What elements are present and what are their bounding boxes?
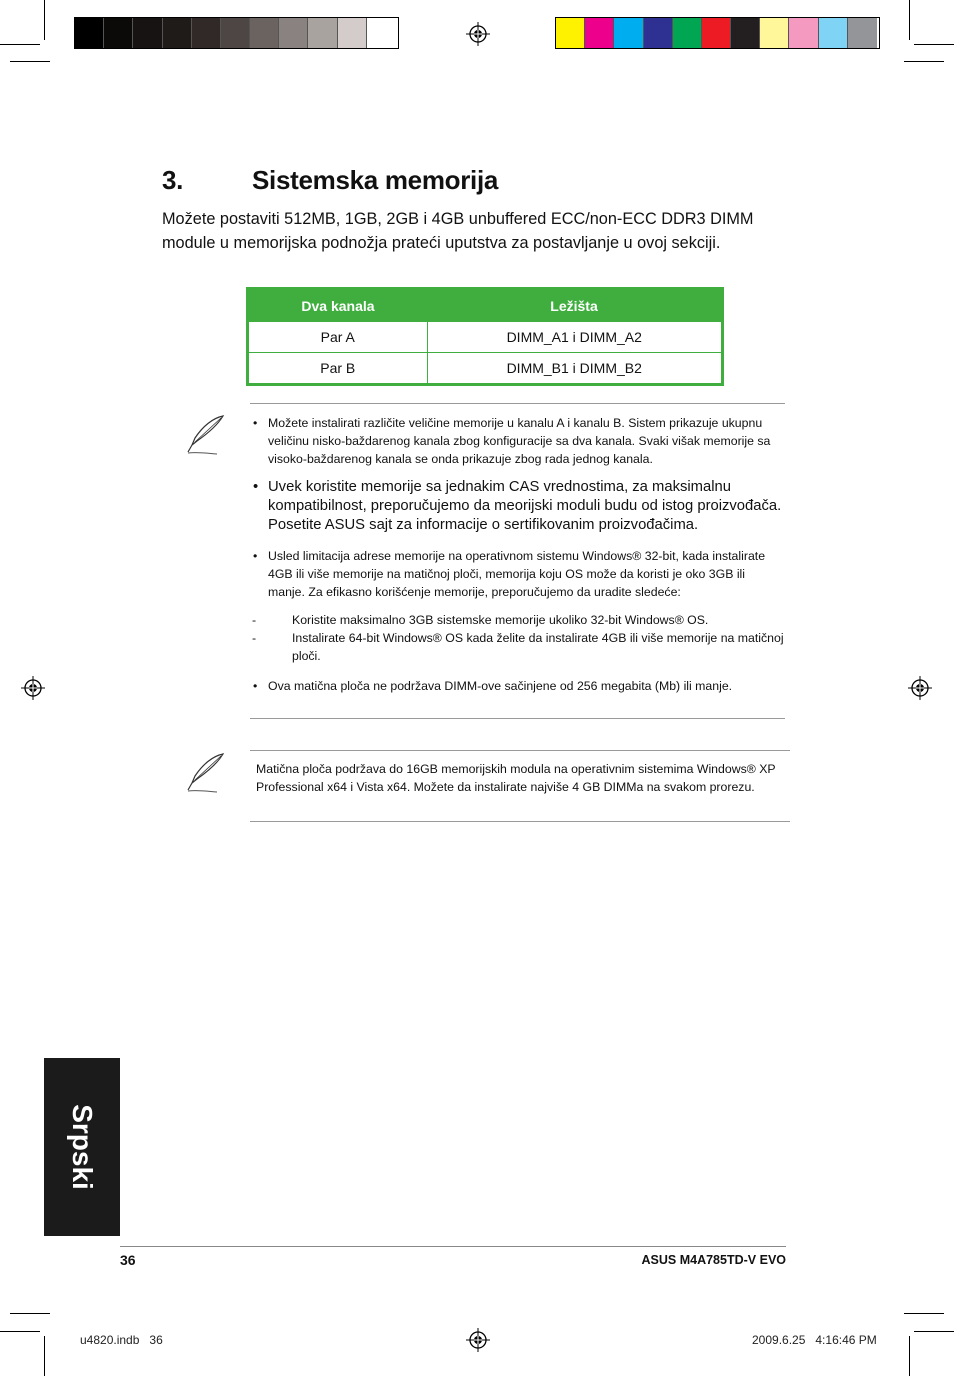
color-swatch <box>585 18 614 48</box>
trim-line <box>904 61 944 62</box>
table-cell: DIMM_A1 i DIMM_A2 <box>427 322 723 353</box>
language-tab <box>44 1058 120 1236</box>
color-swatch <box>789 18 818 48</box>
color-swatch <box>819 18 848 48</box>
crop-mark <box>914 44 954 45</box>
process-color-bar <box>555 17 880 49</box>
intro-paragraph: Možete postaviti 512MB, 1GB, 2GB i 4GB unbuffered ECC/non-ECC DDR3 DIMM module u memorijska podnožja prateći uputstva za postavljanje u ovoj sekciji. <box>162 210 754 252</box>
color-swatch <box>308 18 337 48</box>
table-cell: Par B <box>248 353 428 385</box>
color-swatch <box>367 18 396 48</box>
crop-mark <box>44 1336 45 1376</box>
footer-divider <box>120 1246 786 1247</box>
table-cell: DIMM_B1 i DIMM_B2 <box>427 353 723 385</box>
color-swatch <box>673 18 702 48</box>
bullet: • <box>253 479 259 495</box>
crop-mark <box>0 44 40 45</box>
crop-mark <box>914 1331 954 1332</box>
color-swatch <box>163 18 192 48</box>
trim-line <box>10 1313 50 1314</box>
color-swatch <box>644 18 673 48</box>
color-swatch <box>279 18 308 48</box>
crop-mark <box>44 0 45 40</box>
sub-item-text: Instalirate 64-bit Windows® OS kada želite da instalirate 4GB ili više memorije na matičnoj ploči. <box>292 631 784 663</box>
color-swatch <box>75 18 104 48</box>
note-item <box>250 677 785 695</box>
product-name: ASUS M4A785TD-V EVO <box>641 1253 786 1267</box>
dash: - <box>252 631 257 645</box>
color-swatch <box>133 18 162 48</box>
bullet: • <box>253 416 258 430</box>
color-swatch <box>104 18 133 48</box>
note-item <box>250 478 785 535</box>
color-swatch <box>848 18 877 48</box>
note-item <box>250 414 785 468</box>
bullet: • <box>253 679 258 693</box>
note-box <box>250 403 785 719</box>
sub-item-text: Koristite maksimalno 3GB sistemske memorije ukoliko 32-bit Windows® OS. <box>292 613 709 627</box>
trim-line <box>904 1313 944 1314</box>
section-heading <box>162 165 498 196</box>
registration-mark-icon <box>21 676 45 700</box>
color-swatch <box>221 18 250 48</box>
sub-item <box>250 629 785 665</box>
table-row <box>248 353 723 385</box>
section-title: Sistemska memorija <box>252 165 499 195</box>
slug-file: u4820.indb 36 <box>80 1333 163 1347</box>
note-item <box>250 547 785 665</box>
crop-mark <box>909 0 910 40</box>
sub-item <box>250 611 785 629</box>
registration-mark-icon <box>908 676 932 700</box>
language-tab-label: Srpski <box>67 1104 98 1190</box>
note-text: Uvek koristite memorije sa jednakim CAS vrednostima, za maksimalnu kompatibilnost, preporučujemo da meorijski moduli budu od istog proizvođača. Posetite ASUS sajt za informacije o sertifikovanim proizvođačima. <box>268 479 782 533</box>
memory-channel-table <box>246 287 724 386</box>
color-swatch <box>192 18 221 48</box>
registration-mark-icon <box>466 22 490 46</box>
table-row <box>248 322 723 353</box>
note-text: Usled limitacija adrese memorije na operativnom sistemu Windows® 32-bit, kada instalirate 4GB ili više memorije na matičnoj ploči, memorija koju OS može da koristi je oko 3GB ili manje. Za efikasno korišćenje memorije, preporučujemo da uradite sledeće: <box>268 549 766 599</box>
section-number: 3. <box>162 165 184 195</box>
dash: - <box>252 613 257 627</box>
column-header: Ležišta <box>427 289 723 322</box>
table-cell: Par A <box>248 322 428 353</box>
note-text: Matična ploča podržava do 16GB memorijskih modula na operativnim sistemima Windows® XP Professional x64 i Vista x64. Možete da instalirate najviše 4 GB DIMMa na svakom prorezu. <box>256 762 776 794</box>
note-text: Možete instalirati različite veličine memorije u kanalu A i kanalu B. Sistem prikazuje ukupnu veličinu nisko-baždarenog kanala zbog konfiguracije sa dva kanala. Svaki višak memorije sa visoko-baždarenog kanala se onda prikazuje zbog rada jednog kanala. <box>268 416 771 466</box>
color-swatch <box>760 18 789 48</box>
color-swatch <box>556 18 585 48</box>
table-header-row <box>248 289 723 322</box>
crop-mark <box>0 1331 40 1332</box>
column-header: Dva kanala <box>248 289 428 322</box>
note-box <box>250 750 790 822</box>
crop-mark <box>909 1336 910 1376</box>
slug-timestamp: 2009.6.25 4:16:46 PM <box>752 1333 877 1347</box>
color-swatch <box>250 18 279 48</box>
color-swatch <box>731 18 760 48</box>
grayscale-color-bar <box>74 17 399 49</box>
page-number: 36 <box>120 1252 136 1268</box>
trim-line <box>10 61 50 62</box>
registration-mark-icon <box>466 1328 490 1352</box>
note-text: Ova matična ploča ne podržava DIMM-ove sačinjene od 256 megabita (Mb) ili manje. <box>268 679 733 693</box>
bullet: • <box>253 549 258 563</box>
color-swatch <box>338 18 367 48</box>
pen-note-icon <box>183 750 227 794</box>
pen-note-icon <box>183 412 227 456</box>
color-swatch <box>614 18 643 48</box>
color-swatch <box>702 18 731 48</box>
